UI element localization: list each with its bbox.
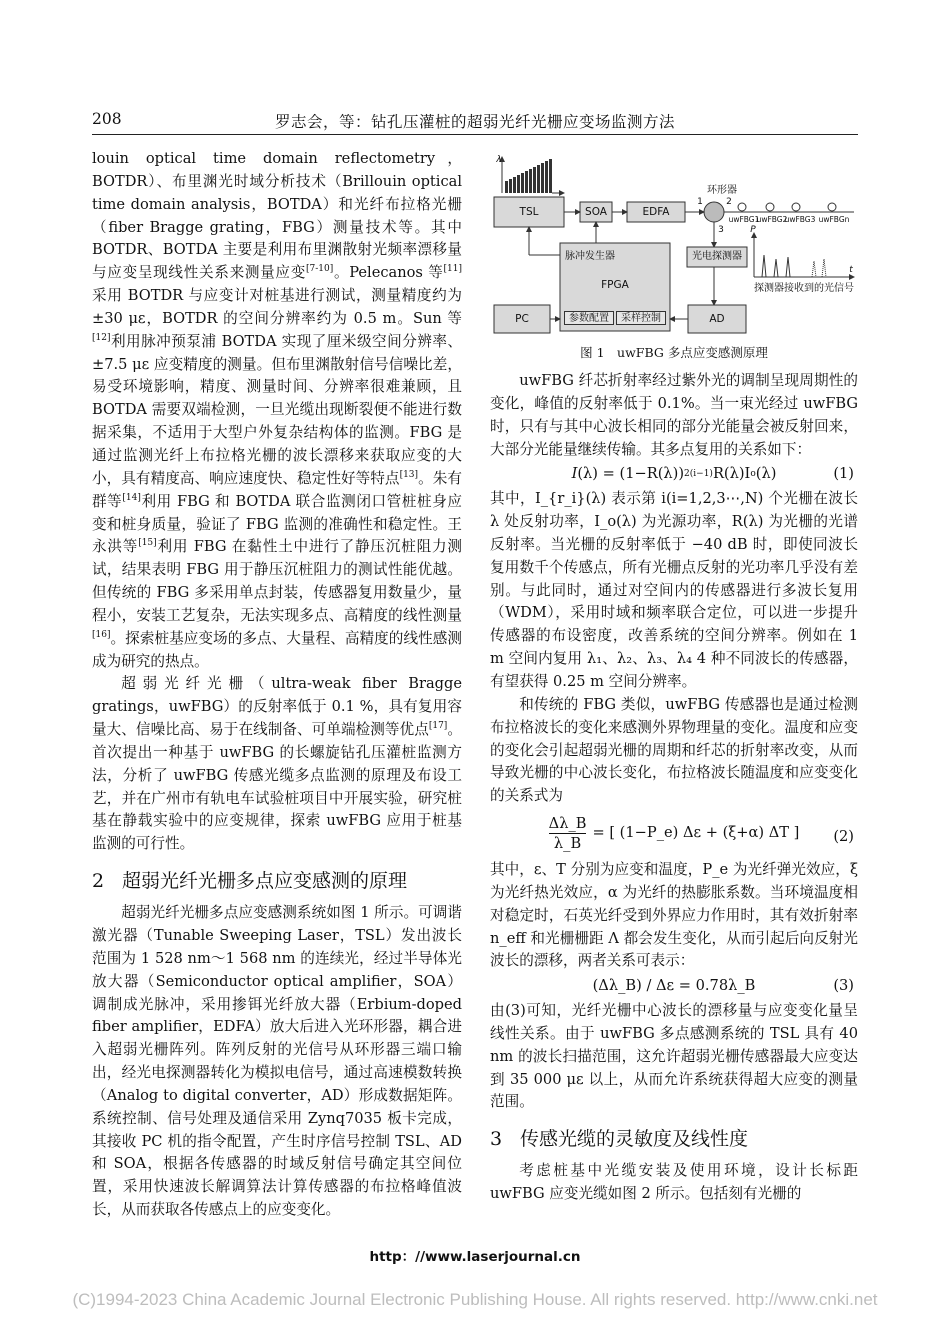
equation-1-number: (1)	[833, 465, 854, 483]
section-2-heading: 2 超弱光纤光栅多点应变感测的原理	[92, 870, 408, 893]
port-2-label: 2	[726, 197, 732, 207]
port-3-label: 3	[718, 225, 724, 235]
sampling-control-box: 采样控制	[616, 311, 666, 325]
right-column	[490, 370, 858, 1206]
equation-3: (Δλ_B) / Δε = 0.78λ_B (3)	[490, 975, 858, 998]
signal-caption: 探测器接收到的光信号	[754, 283, 854, 294]
axis-t-label: t	[849, 265, 853, 275]
uwfbgn-label: uwFBGn	[818, 215, 850, 224]
paragraph-intro-continued: louin optical time domain reflectometry，BOTDR）、布里渊光时域分析技术（Brillouin optical time domain analysis，BOTDA）和光纤布拉格光栅（fiber Bragge grating，FBG）测量技术等。其中 BOTDR、BOTDA 主要是利用布里渊散射光频率漂移量与应变呈现线性关系来测量应变[7-10]。Pelecanos 等[11]采用 BOTDR 与应变计对桩基进行测试，测量精度约为±30 με，BOTDR 的空间分辨率约为 0.5 m。Sun 等[12]利用脉冲预泵浦 BOTDA 实现了厘米级空间分辨率、±7.5 με 应变精度的测量。但布里渊散射信号信噪比差，易受环境影响，精度、测量时间、分辨率很难兼顾，且 BOTDA 需要双端检测，一旦光缆出现断裂便不能进行数据采集，不适用于大型户外复杂结构体的监测。FBG 是通过监测光纤上布拉格光栅的波长漂移来获取应变的大小，具有精度高、响应速度快、稳定性好等特点[13]。朱有群等[14]利用 FBG 和 BOTDA 联合监测闭口管桩桩身应变和桩身质量，验证了 FBG 监测的准确性和稳定性。王永洪等[15]利用 FBG 在黏性土中进行了静压沉桩阻力测试，结果表明 FBG 用于静压沉桩阻力的测试性能优越。但传统的 FBG 多采用单点封装，传感器复用数量少，量程小，安装工艺复杂，无法实现多点、高精度的线性测量[16]。探索桩基应变场的多点、大量程、高精度的线性感测成为研究的热点。	[92, 150, 462, 670]
paragraph-eq2-explain: 其中，ε、T 分别为应变和温度，P_e 为光纤弹光效应，ξ 为光纤热光效应，α 为光纤的热膨胀系数。当环境温度相对稳定时，石英光纤受到外界应力作用时，其有效折射率 n_eff 和光栅栅距 Λ 都会发生变化，从而引起后向反射光波长的漂移，两者关系可表示：	[490, 861, 858, 970]
paragraph-cable: 考虑桩基中光缆安装及使用环境，设计长标距 uwFBG 应变光缆如图 2 所示。包括刻有光栅的	[490, 1162, 858, 1203]
equation-3-number: (3)	[833, 977, 854, 995]
paragraph-reflectivity: uwFBG 纤芯折射率经过紫外光的调制呈现周期性的变化，峰值的反射率低于 0.1%。当一束光经过 uwFBG 时，只有与其中心波长相同的部分光能量会被反射回来，大部分光能量继续传输。其多点复用的关系如下：	[490, 372, 858, 458]
ad-box: AD	[709, 313, 725, 325]
pulse-generator-label: 脉冲发生器	[565, 251, 615, 262]
equation-1: I (λ) = (1−R(λ)) 2(i−1) R(λ)I o (λ) (1)	[490, 463, 858, 486]
left-column	[92, 148, 462, 1222]
port-1-label: 1	[697, 197, 703, 207]
paragraph-bragg: 和传统的 FBG 类似，uwFBG 传感器也是通过检测布拉格波长的变化来感测外界物理量的变化。温度和应变的变化会引起超弱光栅的周期和纤芯的折射率改变，从而导致光栅的中心波长变化，布拉格波长随温度和应变变化的关系式为	[490, 695, 858, 805]
axis-p-label: P	[750, 225, 756, 235]
axis-lambda-label: λ	[496, 155, 502, 165]
running-title: 罗志会，等：钻孔压灌桩的超弱光纤光栅应变场监测方法	[274, 113, 675, 131]
footer-url: http：//www.laserjournal.cn	[369, 1249, 581, 1265]
figure-1	[492, 155, 858, 365]
figure-1-caption: 图 1 uwFBG 多点应变感测原理	[580, 345, 768, 360]
header-rule	[92, 134, 858, 135]
equation-2: $\frac{\Delta\lambda\_B}{\lambda\_B}$ = [ (1−P_e) Δε + (ξ+α) ΔT ] (2)	[548, 815, 854, 853]
paragraph-eq1-explain: 其中，I_{r_i}(λ) 表示第 i(i=1,2,3⋯,N) 个光栅在波长 λ 处反射功率，I_o(λ) 为光源功率，R(λ) 为光栅的光谱反射率。当光栅的反射率低于 −40 dB 时，即使同波长复用数千个传感点，所有光栅点反射的光功率几乎没有差别。与此同时，通过对空间内的传感器进行多波长复用（WDM），采用时域和频率联合定位，可以进一步提升传感器的布设密度，改善系统的空间分辨率。例如在 1 m 空间内复用 λ₁、λ₂、λ₃、λ₄ 4 种不同波长的传感器，有望获得 0.25 m 空间分辨率。	[490, 490, 858, 690]
circulator-label: 环形器	[707, 185, 737, 196]
edfa-box: EDFA	[642, 206, 670, 218]
param-config-box: 参数配置	[564, 311, 614, 325]
uwfbg2-label: uwFBG2	[756, 215, 788, 224]
pc-box: PC	[515, 313, 529, 325]
paragraph-linearity: 由(3)可知，光纤光栅中心波长的漂移量与应变变化量呈线性关系。由于 uwFBG 多点感测系统的 TSL 具有 40 nm 的波长扫描范围，这允许超弱光栅传感器最大应变达到 35 000 με 以上，从而允许系统获得超大应变的测量范围。	[490, 1002, 858, 1111]
page-number: 208	[92, 110, 122, 128]
section-3-heading: 3 传感光缆的灵敏度及线性度	[490, 1128, 749, 1151]
photodetector-box: 光电探测器	[692, 251, 742, 262]
paragraph-uwfbg-intro: 超弱光纤光栅（ultra-weak fiber Bragge gratings，uwFBG）的反射率低于 0.1 %，具有复用容量大、信噪比高、易于在线制备、可单端检测等优点[17]。首次提出一种基于 uwFBG 的长螺旋钻孔压灌桩监测方法，分析了 uwFBG 传感光缆多点监测的原理及布设工艺，并在广州市有轨电车试验桩项目中开展实验，研究桩基在静载实验中的应变规律，探索 uwFBG 应用于桩基监测的可行性。	[92, 675, 462, 853]
detector-signal-plot	[754, 233, 854, 277]
equation-2-number: (2)	[833, 828, 854, 846]
soa-box: SOA	[585, 206, 607, 218]
uwfbg1-label: uwFBG1	[728, 215, 760, 224]
fpga-label: FPGA	[601, 279, 629, 291]
uwfbg3-label: uwFBG3	[784, 215, 816, 224]
tsl-box: TSL	[519, 206, 539, 218]
paragraph-system: 超弱光纤光栅多点应变感测系统如图 1 所示。可调谐激光器（Tunable Sweeping Laser，TSL）发出波长范围为 1 528 nm～1 568 nm 的连续光，经过半导体光放大器（Semiconductor optical amplifier，SOA）调制成光脉冲，采用掺铒光纤放大器（Erbium-doped fiber amplifier，EDFA）放大后进入光环形器，耦合进入超弱光栅阵列。阵列反射的光信号从环形器三端口输出，经光电探测器转化为模拟电信号，通过高速模数转换（Analog to digital converter，AD）形成数据矩阵。系统控制、信号处理及通信采用 Zynq7035 板卡完成，其接收 PC 机的指令配置，产生时序信号控制 TSL、AD 和 SOA，根据各传感器的时域反射信号确定其空间位置，采用快速波长解调算法计算传感器的布拉格峰值波长，从而获取各传感点上的应变变化。	[92, 904, 462, 1219]
running-header	[92, 108, 858, 134]
copyright-watermark: (C)1994-2023 China Academic Journal Electronic Publishing House. All rights reserved. http://www.cnki.net	[72, 1290, 878, 1309]
sweep-bars-graphic	[502, 157, 564, 193]
